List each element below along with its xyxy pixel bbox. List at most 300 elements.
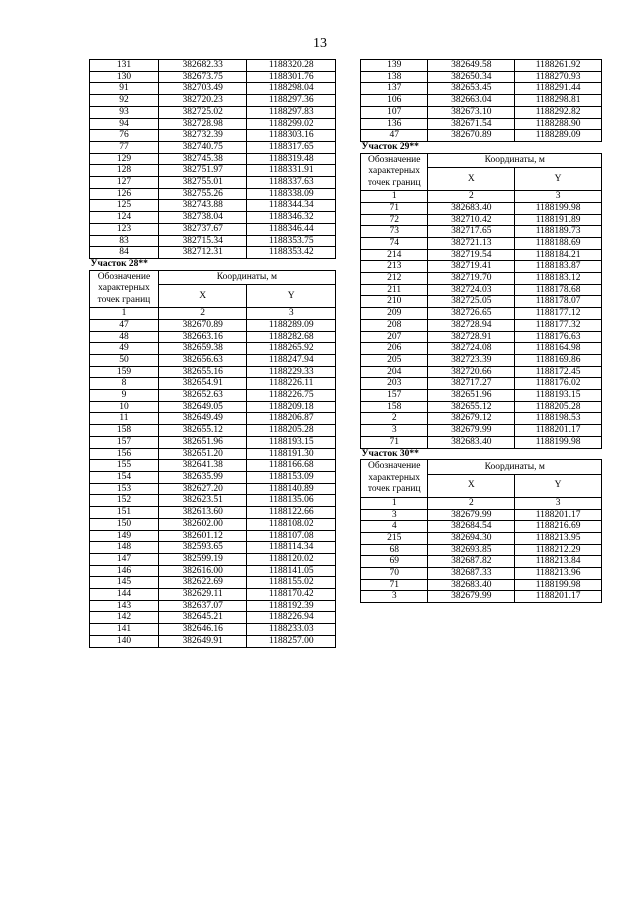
y-coordinate: 1188177.32 bbox=[515, 319, 602, 331]
table-row bbox=[90, 95, 336, 107]
coordinates-header: Координаты, м bbox=[428, 153, 602, 167]
y-coordinate: 1188108.02 bbox=[247, 518, 336, 530]
y-coordinate: 1188297.83 bbox=[247, 106, 336, 118]
y-coordinate: 1188261.92 bbox=[515, 60, 602, 72]
y-coordinate: 1188205.28 bbox=[515, 401, 602, 413]
x-coordinate: 382710.42 bbox=[428, 214, 515, 226]
y-coordinate: 1188289.09 bbox=[515, 130, 602, 142]
table-row bbox=[361, 83, 602, 95]
y-coordinate: 1188209.18 bbox=[247, 401, 336, 413]
table-row bbox=[90, 518, 336, 530]
x-coordinate: 382629.11 bbox=[158, 589, 247, 601]
table-row bbox=[90, 612, 336, 624]
y-coordinate: 1188270.93 bbox=[515, 71, 602, 83]
y-coordinate: 1188282.68 bbox=[247, 331, 336, 343]
point-number: 123 bbox=[90, 223, 159, 235]
point-number: 147 bbox=[90, 553, 159, 565]
y-coordinate: 1188229.33 bbox=[247, 366, 336, 378]
y-coordinate: 1188192.39 bbox=[247, 600, 336, 612]
point-number: 8 bbox=[90, 378, 159, 390]
table-row bbox=[361, 401, 602, 413]
x-coordinate: 382683.40 bbox=[428, 202, 515, 214]
section-title: Участок 29** bbox=[361, 141, 602, 153]
y-coordinate: 1188338.09 bbox=[247, 188, 336, 200]
x-coordinate: 382602.00 bbox=[158, 518, 247, 530]
point-number: 144 bbox=[90, 589, 159, 601]
table-row bbox=[90, 83, 336, 95]
column-number: 2 bbox=[158, 308, 247, 320]
point-number: 128 bbox=[90, 165, 159, 177]
point-number: 158 bbox=[361, 401, 428, 413]
x-coordinate: 382650.34 bbox=[428, 71, 515, 83]
point-number: 68 bbox=[361, 544, 428, 556]
point-number: 92 bbox=[90, 95, 159, 107]
x-coordinate: 382679.12 bbox=[428, 413, 515, 425]
x-coordinate: 382745.38 bbox=[158, 153, 247, 165]
x-coordinate: 382740.75 bbox=[158, 141, 247, 153]
y-coordinate: 1188199.98 bbox=[515, 579, 602, 591]
y-coordinate: 1188114.34 bbox=[247, 542, 336, 554]
table-row bbox=[90, 624, 336, 636]
y-coordinate: 1188297.36 bbox=[247, 95, 336, 107]
point-number: 71 bbox=[361, 202, 428, 214]
point-number: 156 bbox=[90, 448, 159, 460]
x-coordinate: 382682.33 bbox=[158, 60, 247, 72]
x-coordinate: 382616.00 bbox=[158, 565, 247, 577]
y-coordinate: 1188212.29 bbox=[515, 544, 602, 556]
table-row bbox=[361, 425, 602, 437]
column-number: 1 bbox=[361, 191, 428, 203]
x-coordinate: 382723.39 bbox=[428, 354, 515, 366]
table-row bbox=[90, 118, 336, 130]
x-coordinate: 382687.82 bbox=[428, 556, 515, 568]
y-coordinate: 1188291.44 bbox=[515, 83, 602, 95]
x-coordinate: 382717.65 bbox=[428, 226, 515, 238]
table-row bbox=[90, 331, 336, 343]
y-coordinate: 1188301.76 bbox=[247, 71, 336, 83]
x-coordinate: 382649.58 bbox=[428, 60, 515, 72]
point-number: 205 bbox=[361, 354, 428, 366]
x-coordinate: 382724.08 bbox=[428, 343, 515, 355]
y-coordinate: 1188120.02 bbox=[247, 553, 336, 565]
table-row bbox=[90, 343, 336, 355]
point-number: 145 bbox=[90, 577, 159, 589]
table-row bbox=[361, 521, 602, 533]
table-row bbox=[90, 177, 336, 189]
table-row bbox=[90, 378, 336, 390]
x-coordinate: 382728.94 bbox=[428, 319, 515, 331]
table-row bbox=[90, 165, 336, 177]
table-row bbox=[361, 509, 602, 521]
point-number: 149 bbox=[90, 530, 159, 542]
point-number: 47 bbox=[361, 130, 428, 142]
table-row bbox=[361, 284, 602, 296]
table-row bbox=[361, 118, 602, 130]
point-number: 155 bbox=[90, 460, 159, 472]
y-coordinate: 1188191.89 bbox=[515, 214, 602, 226]
x-coordinate: 382693.85 bbox=[428, 544, 515, 556]
table-row bbox=[90, 542, 336, 554]
table-row bbox=[361, 532, 602, 544]
point-number: 84 bbox=[90, 247, 159, 259]
y-coordinate: 1188206.87 bbox=[247, 413, 336, 425]
point-number: 69 bbox=[361, 556, 428, 568]
y-coordinate: 1188216.69 bbox=[515, 521, 602, 533]
table-row bbox=[361, 544, 602, 556]
point-number: 159 bbox=[90, 366, 159, 378]
y-header: Y bbox=[247, 284, 336, 307]
point-designation-header: Обозначение характерных точек границ bbox=[90, 270, 159, 308]
y-coordinate: 1188288.90 bbox=[515, 118, 602, 130]
y-coordinate: 1188226.94 bbox=[247, 612, 336, 624]
x-header: X bbox=[158, 284, 247, 307]
point-number: 9 bbox=[90, 390, 159, 402]
section-title-row bbox=[361, 141, 602, 153]
y-coordinate: 1188178.68 bbox=[515, 284, 602, 296]
y-coordinate: 1188169.86 bbox=[515, 354, 602, 366]
table-header-row bbox=[361, 153, 602, 167]
point-number: 214 bbox=[361, 249, 428, 261]
y-coordinate: 1188135.06 bbox=[247, 495, 336, 507]
y-coordinate: 1188233.03 bbox=[247, 624, 336, 636]
x-coordinate: 382728.91 bbox=[428, 331, 515, 343]
x-coordinate: 382622.69 bbox=[158, 577, 247, 589]
y-coordinate: 1188177.12 bbox=[515, 308, 602, 320]
y-coordinate: 1188178.07 bbox=[515, 296, 602, 308]
x-coordinate: 382719.70 bbox=[428, 273, 515, 285]
point-number: 72 bbox=[361, 214, 428, 226]
point-number: 124 bbox=[90, 212, 159, 224]
point-number: 49 bbox=[90, 343, 159, 355]
point-number: 150 bbox=[90, 518, 159, 530]
table-row bbox=[90, 589, 336, 601]
table-row bbox=[361, 249, 602, 261]
x-coordinate: 382755.01 bbox=[158, 177, 247, 189]
table-row bbox=[361, 413, 602, 425]
y-coordinate: 1188191.30 bbox=[247, 448, 336, 460]
y-coordinate: 1188189.73 bbox=[515, 226, 602, 238]
x-coordinate: 382613.60 bbox=[158, 507, 247, 519]
x-coordinate: 382652.63 bbox=[158, 390, 247, 402]
y-coordinate: 1188353.42 bbox=[247, 247, 336, 259]
table-row bbox=[361, 366, 602, 378]
x-coordinate: 382659.38 bbox=[158, 343, 247, 355]
x-coordinate: 382728.98 bbox=[158, 118, 247, 130]
x-coordinate: 382641.38 bbox=[158, 460, 247, 472]
x-coordinate: 382670.89 bbox=[428, 130, 515, 142]
x-coordinate: 382656.63 bbox=[158, 354, 247, 366]
point-number: 11 bbox=[90, 413, 159, 425]
table-row bbox=[361, 556, 602, 568]
table-row bbox=[361, 130, 602, 142]
y-coordinate: 1188213.84 bbox=[515, 556, 602, 568]
x-coordinate: 382719.54 bbox=[428, 249, 515, 261]
point-number: 146 bbox=[90, 565, 159, 577]
table-row bbox=[361, 354, 602, 366]
y-coordinate: 1188172.45 bbox=[515, 366, 602, 378]
y-coordinate: 1188331.91 bbox=[247, 165, 336, 177]
table-row bbox=[90, 141, 336, 153]
x-coordinate: 382653.45 bbox=[428, 83, 515, 95]
point-number: 204 bbox=[361, 366, 428, 378]
table-row bbox=[361, 378, 602, 390]
page-number: 13 bbox=[313, 36, 327, 51]
y-coordinate: 1188337.63 bbox=[247, 177, 336, 189]
section-title: Участок 30** bbox=[361, 448, 602, 460]
x-coordinate: 382679.99 bbox=[428, 425, 515, 437]
column-number: 3 bbox=[247, 308, 336, 320]
table-row bbox=[90, 390, 336, 402]
point-number: 94 bbox=[90, 118, 159, 130]
point-number: 4 bbox=[361, 521, 428, 533]
point-number: 50 bbox=[90, 354, 159, 366]
point-number: 71 bbox=[361, 579, 428, 591]
y-coordinate: 1188201.17 bbox=[515, 591, 602, 603]
point-number: 158 bbox=[90, 425, 159, 437]
point-number: 73 bbox=[361, 226, 428, 238]
point-number: 151 bbox=[90, 507, 159, 519]
point-number: 154 bbox=[90, 472, 159, 484]
x-coordinate: 382694.30 bbox=[428, 532, 515, 544]
table-row bbox=[90, 60, 336, 72]
point-number: 148 bbox=[90, 542, 159, 554]
point-number: 130 bbox=[90, 71, 159, 83]
y-coordinate: 1188298.81 bbox=[515, 95, 602, 107]
point-number: 131 bbox=[90, 60, 159, 72]
table-row bbox=[90, 247, 336, 259]
point-number: 140 bbox=[90, 635, 159, 647]
x-coordinate: 382720.66 bbox=[428, 366, 515, 378]
y-coordinate: 1188198.53 bbox=[515, 413, 602, 425]
x-coordinate: 382645.21 bbox=[158, 612, 247, 624]
table-row bbox=[361, 308, 602, 320]
x-coordinate: 382717.27 bbox=[428, 378, 515, 390]
coordinates-table bbox=[360, 59, 602, 603]
y-coordinate: 1188213.95 bbox=[515, 532, 602, 544]
x-coordinate: 382732.39 bbox=[158, 130, 247, 142]
point-number: 83 bbox=[90, 235, 159, 247]
table-header-row bbox=[90, 270, 336, 284]
point-number: 127 bbox=[90, 177, 159, 189]
y-header: Y bbox=[515, 474, 602, 497]
table-row bbox=[90, 472, 336, 484]
table-row bbox=[90, 413, 336, 425]
table-row bbox=[90, 483, 336, 495]
y-coordinate: 1188303.16 bbox=[247, 130, 336, 142]
column-number: 3 bbox=[515, 191, 602, 203]
x-coordinate: 382712.31 bbox=[158, 247, 247, 259]
y-coordinate: 1188122.66 bbox=[247, 507, 336, 519]
table-header-row bbox=[361, 460, 602, 474]
y-coordinate: 1188141.05 bbox=[247, 565, 336, 577]
table-row bbox=[361, 343, 602, 355]
table-row bbox=[90, 495, 336, 507]
left-coordinate-table bbox=[89, 59, 336, 648]
point-number: 157 bbox=[90, 436, 159, 448]
x-coordinate: 382738.04 bbox=[158, 212, 247, 224]
column-number: 1 bbox=[361, 497, 428, 509]
table-row bbox=[90, 200, 336, 212]
table-row bbox=[90, 354, 336, 366]
table-row bbox=[90, 425, 336, 437]
y-coordinate: 1188140.89 bbox=[247, 483, 336, 495]
y-coordinate: 1188176.02 bbox=[515, 378, 602, 390]
column-number: 1 bbox=[90, 308, 159, 320]
table-row bbox=[90, 130, 336, 142]
point-number: 76 bbox=[90, 130, 159, 142]
x-coordinate: 382725.02 bbox=[158, 106, 247, 118]
y-coordinate: 1188226.75 bbox=[247, 390, 336, 402]
y-coordinate: 1188299.02 bbox=[247, 118, 336, 130]
point-number: 106 bbox=[361, 95, 428, 107]
x-coordinate: 382703.49 bbox=[158, 83, 247, 95]
x-coordinate: 382673.10 bbox=[428, 106, 515, 118]
y-coordinate: 1188346.44 bbox=[247, 223, 336, 235]
column-numbering-row bbox=[90, 308, 336, 320]
point-number: 136 bbox=[361, 118, 428, 130]
point-number: 3 bbox=[361, 509, 428, 521]
table-row bbox=[361, 95, 602, 107]
y-coordinate: 1188166.68 bbox=[247, 460, 336, 472]
table-row bbox=[90, 448, 336, 460]
point-number: 125 bbox=[90, 200, 159, 212]
point-number: 212 bbox=[361, 273, 428, 285]
x-coordinate: 382635.99 bbox=[158, 472, 247, 484]
table-row bbox=[361, 296, 602, 308]
x-coordinate: 382601.12 bbox=[158, 530, 247, 542]
x-coordinate: 382655.16 bbox=[158, 366, 247, 378]
x-coordinate: 382743.88 bbox=[158, 200, 247, 212]
x-coordinate: 382679.99 bbox=[428, 591, 515, 603]
x-coordinate: 382651.96 bbox=[158, 436, 247, 448]
point-number: 203 bbox=[361, 378, 428, 390]
table-row bbox=[90, 401, 336, 413]
x-coordinate: 382683.40 bbox=[428, 436, 515, 448]
table-row bbox=[90, 565, 336, 577]
y-coordinate: 1188201.17 bbox=[515, 425, 602, 437]
point-number: 211 bbox=[361, 284, 428, 296]
table-row bbox=[90, 71, 336, 83]
x-coordinate: 382719.41 bbox=[428, 261, 515, 273]
x-header: X bbox=[428, 167, 515, 190]
y-coordinate: 1188107.08 bbox=[247, 530, 336, 542]
table-row bbox=[90, 319, 336, 331]
point-number: 3 bbox=[361, 425, 428, 437]
y-coordinate: 1188257.00 bbox=[247, 635, 336, 647]
point-number: 48 bbox=[90, 331, 159, 343]
x-coordinate: 382637.07 bbox=[158, 600, 247, 612]
point-number: 153 bbox=[90, 483, 159, 495]
y-coordinate: 1188183.87 bbox=[515, 261, 602, 273]
y-coordinate: 1188298.04 bbox=[247, 83, 336, 95]
y-coordinate: 1188317.65 bbox=[247, 141, 336, 153]
x-coordinate: 382715.34 bbox=[158, 235, 247, 247]
y-coordinate: 1188346.32 bbox=[247, 212, 336, 224]
point-number: 139 bbox=[361, 60, 428, 72]
table-row bbox=[90, 153, 336, 165]
x-coordinate: 382655.12 bbox=[158, 425, 247, 437]
x-coordinate: 382651.96 bbox=[428, 390, 515, 402]
x-coordinate: 382651.20 bbox=[158, 448, 247, 460]
point-number: 3 bbox=[361, 591, 428, 603]
y-coordinate: 1188289.09 bbox=[247, 319, 336, 331]
point-number: 208 bbox=[361, 319, 428, 331]
coordinates-header: Координаты, м bbox=[158, 270, 335, 284]
x-coordinate: 382683.40 bbox=[428, 579, 515, 591]
x-coordinate: 382725.05 bbox=[428, 296, 515, 308]
table-row bbox=[90, 507, 336, 519]
table-row bbox=[361, 273, 602, 285]
x-coordinate: 382670.89 bbox=[158, 319, 247, 331]
table-row bbox=[90, 106, 336, 118]
table-row bbox=[361, 226, 602, 238]
section-title-row bbox=[361, 448, 602, 460]
y-coordinate: 1188183.12 bbox=[515, 273, 602, 285]
x-coordinate: 382724.03 bbox=[428, 284, 515, 296]
point-number: 126 bbox=[90, 188, 159, 200]
x-coordinate: 382726.65 bbox=[428, 308, 515, 320]
x-header: X bbox=[428, 474, 515, 497]
point-number: 10 bbox=[90, 401, 159, 413]
table-row bbox=[361, 237, 602, 249]
x-coordinate: 382721.13 bbox=[428, 237, 515, 249]
point-number: 91 bbox=[90, 83, 159, 95]
table-row bbox=[361, 214, 602, 226]
table-row bbox=[90, 366, 336, 378]
table-row bbox=[361, 579, 602, 591]
point-number: 93 bbox=[90, 106, 159, 118]
table-row bbox=[90, 223, 336, 235]
section-title: Участок 28** bbox=[90, 258, 336, 270]
column-number: 2 bbox=[428, 497, 515, 509]
x-coordinate: 382755.26 bbox=[158, 188, 247, 200]
table-row bbox=[90, 600, 336, 612]
point-designation-header: Обозначение характерных точек границ bbox=[361, 460, 428, 498]
point-number: 47 bbox=[90, 319, 159, 331]
y-coordinate: 1188188.69 bbox=[515, 237, 602, 249]
point-number: 77 bbox=[90, 141, 159, 153]
x-coordinate: 382627.20 bbox=[158, 483, 247, 495]
point-number: 215 bbox=[361, 532, 428, 544]
point-number: 157 bbox=[361, 390, 428, 402]
x-coordinate: 382649.05 bbox=[158, 401, 247, 413]
y-coordinate: 1188226.11 bbox=[247, 378, 336, 390]
y-coordinate: 1188153.09 bbox=[247, 472, 336, 484]
y-coordinate: 1188170.42 bbox=[247, 589, 336, 601]
y-coordinate: 1188344.34 bbox=[247, 200, 336, 212]
table-row bbox=[361, 319, 602, 331]
x-coordinate: 382593.65 bbox=[158, 542, 247, 554]
x-coordinate: 382737.67 bbox=[158, 223, 247, 235]
point-number: 74 bbox=[361, 237, 428, 249]
y-coordinate: 1188164.98 bbox=[515, 343, 602, 355]
x-coordinate: 382671.54 bbox=[428, 118, 515, 130]
table-row bbox=[90, 436, 336, 448]
x-coordinate: 382663.04 bbox=[428, 95, 515, 107]
coordinates-table bbox=[89, 59, 336, 648]
table-row bbox=[361, 390, 602, 402]
point-designation-header: Обозначение характерных точек границ bbox=[361, 153, 428, 191]
x-coordinate: 382599.19 bbox=[158, 553, 247, 565]
x-coordinate: 382646.16 bbox=[158, 624, 247, 636]
table-row bbox=[361, 261, 602, 273]
point-number: 129 bbox=[90, 153, 159, 165]
y-coordinate: 1188320.28 bbox=[247, 60, 336, 72]
table-row bbox=[90, 235, 336, 247]
y-coordinate: 1188292.82 bbox=[515, 106, 602, 118]
point-number: 152 bbox=[90, 495, 159, 507]
y-coordinate: 1188319.48 bbox=[247, 153, 336, 165]
